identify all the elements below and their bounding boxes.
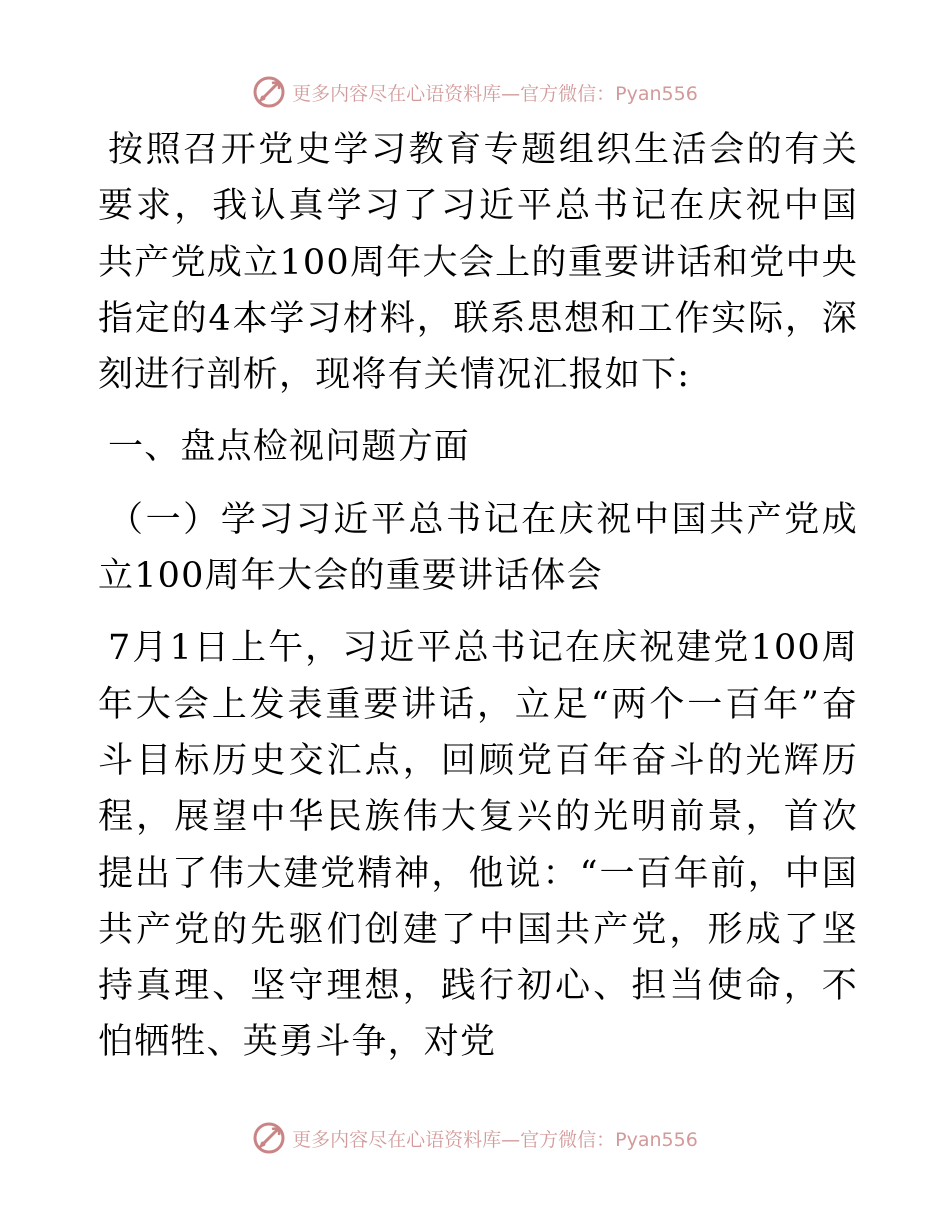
header-watermark	[0, 72, 950, 112]
footer-watermark	[0, 1118, 950, 1158]
subsection-heading: （一）学习习近平总书记在庆祝中国共产党成立100周年大会的重要讲话体会	[98, 499, 858, 597]
document-body	[98, 122, 858, 1087]
section-heading: 一、盘点检视问题方面	[108, 427, 471, 468]
quill-logo-icon	[252, 75, 286, 109]
intro-paragraph: 按照召开党史学习教育专题组织生活会的有关要求，我认真学习了习近平总书记在庆祝中国共产党成立100周年大会上的重要讲话和党中央指定的4本学习材料，联系思想和工作实际，深刻进行剖析，现将有关情况汇报如下:	[98, 130, 858, 396]
quill-logo-icon	[252, 1121, 286, 1155]
body-paragraph: 7月1日上午，习近平总书记在庆祝建党100周年大会上发表重要讲话，立足“两个一百年”奋斗目标历史交汇点，回顾党百年奋斗的光辉历程，展望中华民族伟大复兴的光明前景，首次提出了伟大建党精神，他说：“一百年前，中国共产党的先驱们创建了中国共产党，形成了坚持真理、坚守理想，践行初心、担当使命，不怕牺牲、英勇斗争，对党	[98, 628, 858, 1063]
watermark-text: 更多内容尽在心语资料库—官方微信：Pyan556	[292, 1128, 698, 1151]
watermark-text: 更多内容尽在心语资料库—官方微信：Pyan556	[292, 82, 698, 105]
